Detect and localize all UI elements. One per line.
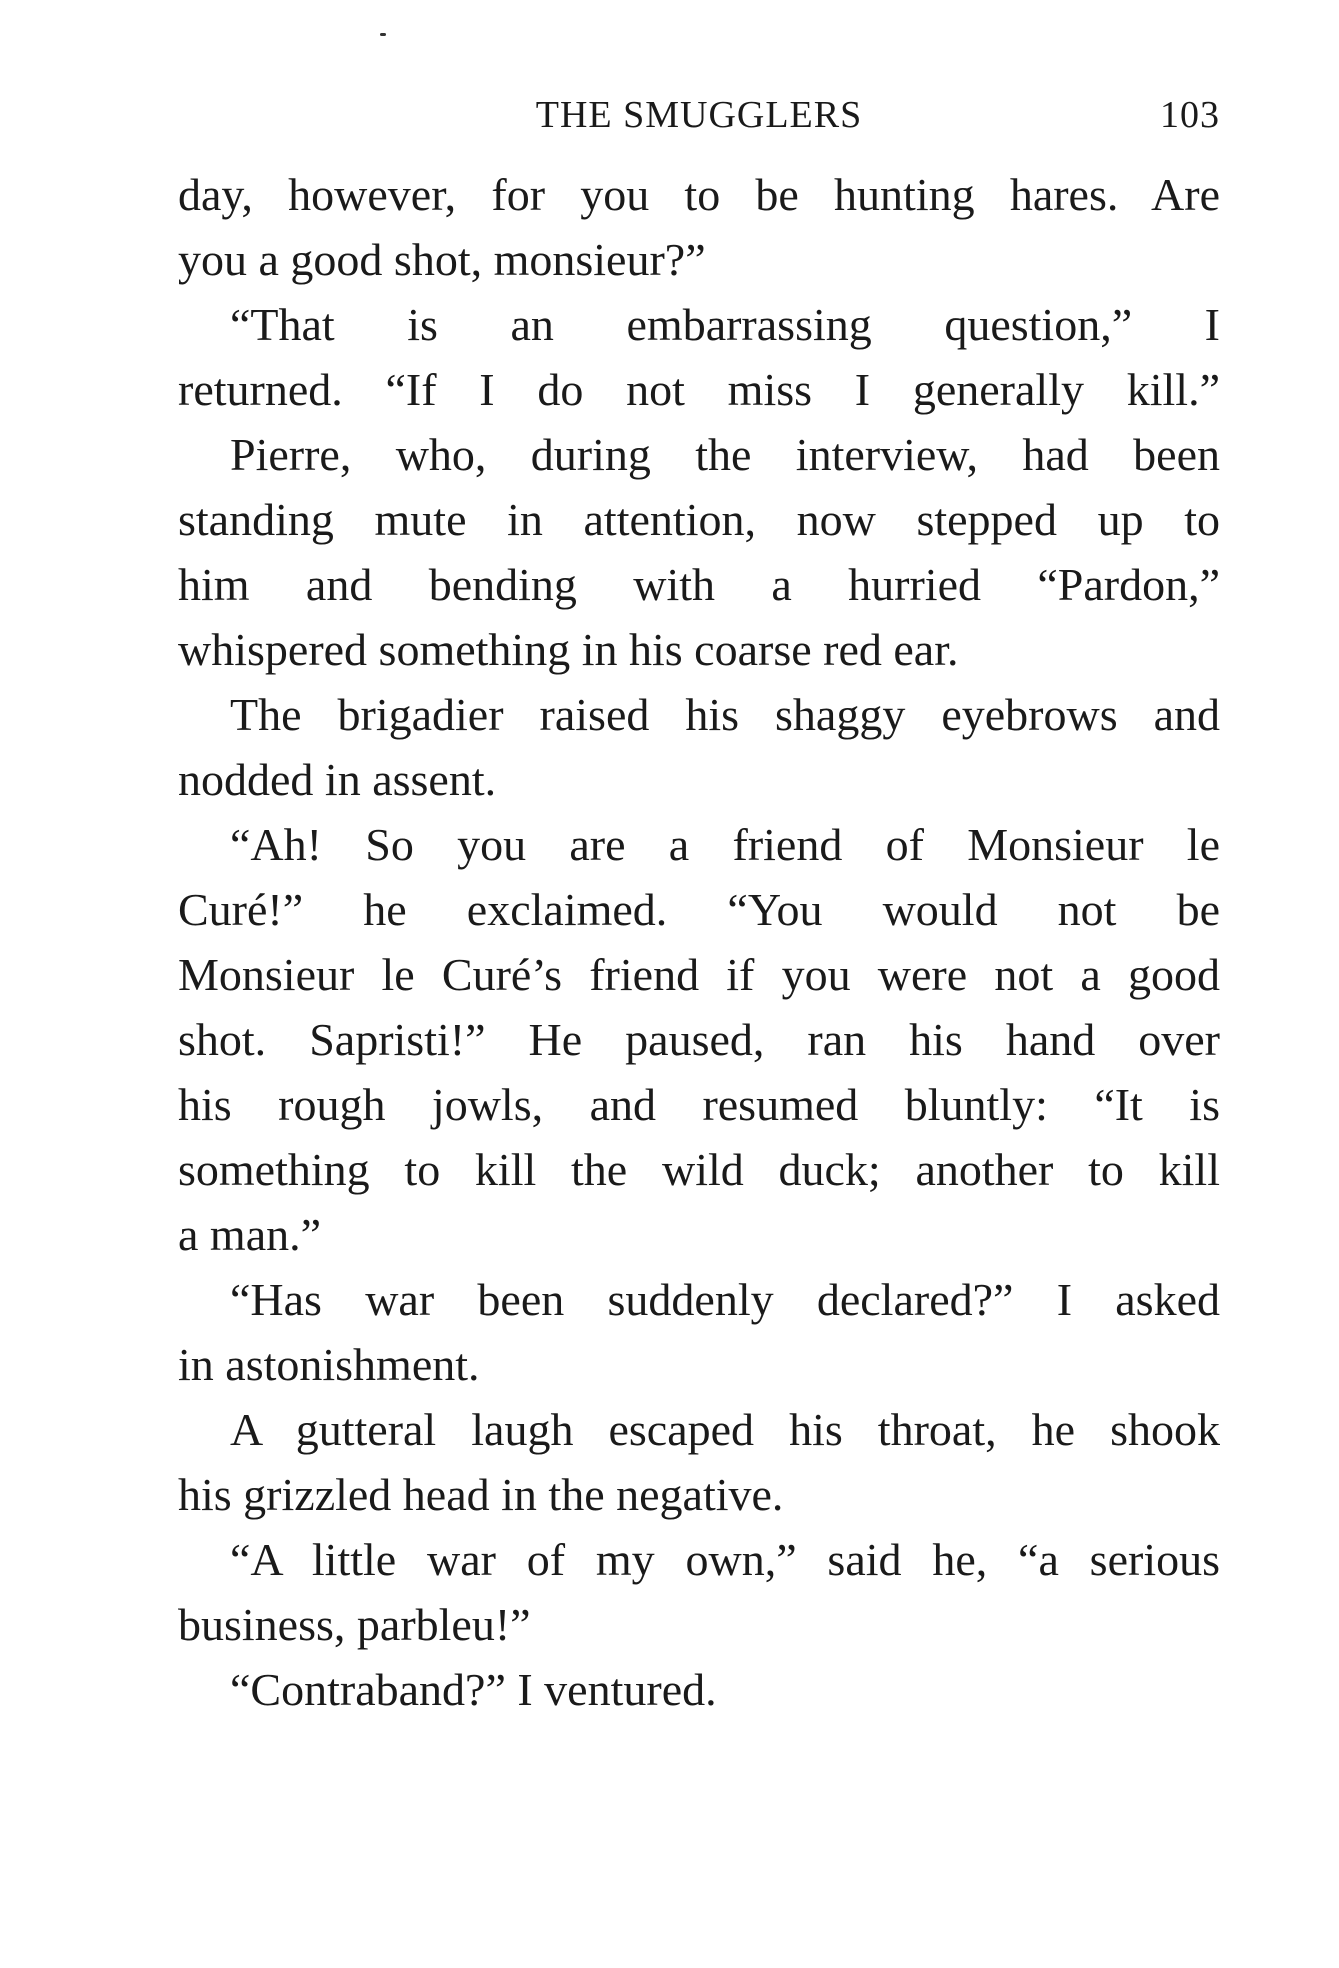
running-title: THE SMUGGLERS <box>535 94 863 136</box>
text-line: his grizzled head in the negative. <box>178 1469 784 1520</box>
print-speck <box>380 33 386 36</box>
text-line: him and bending with a hurried “Pardon,” <box>178 559 1220 610</box>
text-line: in astonishment. <box>178 1339 480 1390</box>
text-line: The brigadier raised his shaggy eyebrows and <box>230 689 1220 740</box>
text-line: Monsieur le Curé’s friend if you were not a good <box>178 949 1220 1000</box>
text-line: standing mute in attention, now stepped up to <box>178 494 1220 545</box>
page-number: 103 <box>1160 94 1220 136</box>
text-line: “Has war been suddenly declared?” I asked <box>230 1274 1220 1325</box>
text-line: shot. Sapristi!” He paused, ran his hand over <box>178 1014 1220 1065</box>
text-line: nodded in assent. <box>178 754 497 805</box>
text-line: “That is an embarrassing question,” I <box>230 299 1220 350</box>
text-line: “A little war of my own,” said he, “a serious <box>230 1534 1220 1585</box>
running-head <box>178 93 1220 143</box>
text-line: his rough jowls, and resumed bluntly: “It is <box>178 1079 1220 1130</box>
text-line: “Contraband?” I ventured. <box>230 1664 717 1715</box>
text-line: a man.” <box>178 1209 322 1260</box>
text-line: returned. “If I do not miss I generally kill.” <box>178 364 1220 415</box>
text-line: business, parbleu!” <box>178 1599 531 1650</box>
text-line: “Ah! So you are a friend of Monsieur le <box>230 819 1220 870</box>
text-line: you a good shot, monsieur?” <box>178 234 706 285</box>
text-line: day, however, for you to be hunting hares. Are <box>178 169 1220 220</box>
body-text <box>178 162 1220 1722</box>
text-line: whispered something in his coarse red ear. <box>178 624 959 675</box>
text-line: Pierre, who, during the interview, had been <box>230 429 1220 480</box>
text-line: Curé!” he exclaimed. “You would not be <box>178 884 1220 935</box>
text-line: A gutteral laugh escaped his throat, he shook <box>230 1404 1220 1455</box>
text-line: something to kill the wild duck; another to kill <box>178 1144 1220 1195</box>
